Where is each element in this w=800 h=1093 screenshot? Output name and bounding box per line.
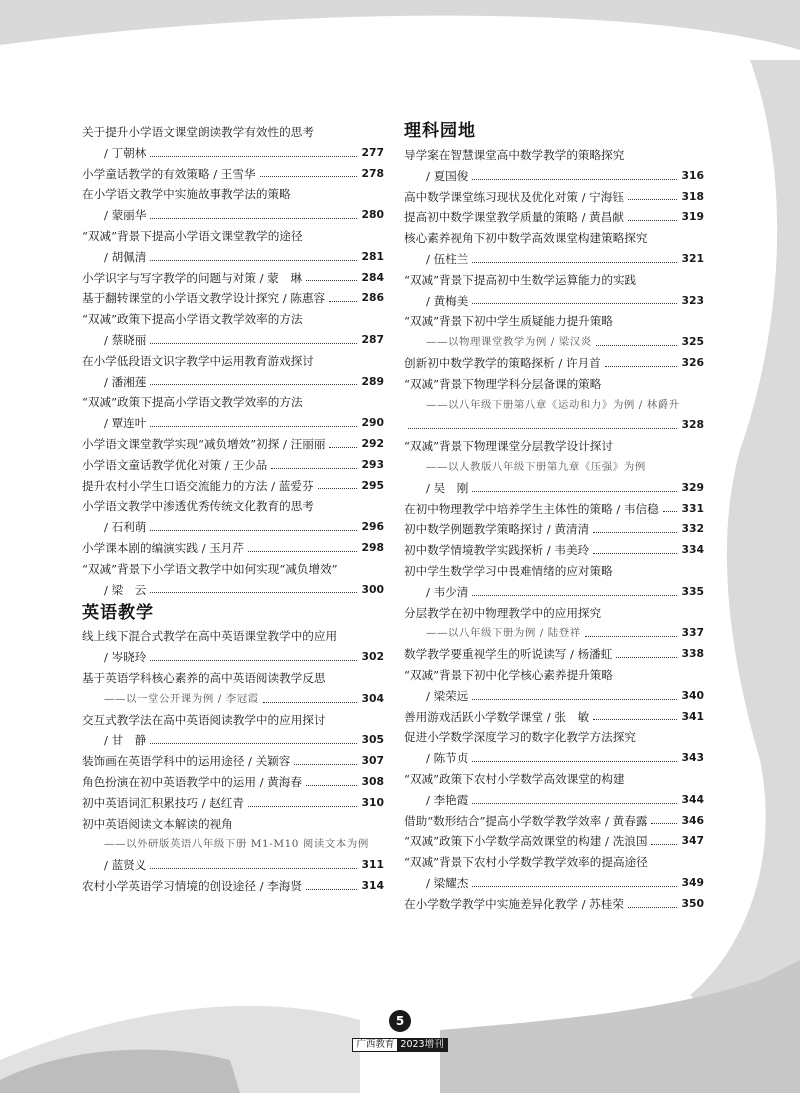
entry-title: 促进小学数学深度学习的数字化教学方法探究	[404, 730, 636, 745]
entry-title: 提升农村小学生口语交流能力的方法 / 蓝爱芬	[82, 478, 314, 493]
toc-entry[interactable]	[82, 309, 384, 330]
dot-leader	[628, 907, 677, 908]
page-number: 287	[361, 332, 384, 346]
toc-entry[interactable]	[404, 852, 704, 873]
toc-entry[interactable]	[404, 873, 704, 894]
entry-title: 高中数学课堂练习现状及优化对策 / 宁海钰	[404, 189, 624, 204]
toc-entry[interactable]	[82, 710, 384, 731]
entry-title: / 梁 云	[104, 582, 147, 597]
entry-title: 角色扮演在初中英语教学中的运用 / 黄海春	[82, 774, 302, 789]
entry-title: / 黄梅美	[426, 293, 469, 308]
toc-entry[interactable]	[82, 143, 384, 164]
toc-entry[interactable]	[82, 205, 384, 226]
entry-title: / 李艳霞	[426, 792, 469, 807]
dot-leader	[306, 889, 357, 890]
entry-title: “双减”背景下初中化学核心素养提升策略	[404, 667, 613, 682]
entry-title: “双减”政策下提高小学语文教学效率的方法	[82, 312, 303, 327]
dot-leader	[472, 761, 677, 762]
toc-entry[interactable]	[404, 457, 704, 478]
toc-entry[interactable]	[404, 727, 704, 748]
entry-title: 分层教学在初中物理教学中的应用探究	[404, 605, 602, 620]
dot-leader	[663, 511, 678, 512]
page-number: 343	[681, 751, 704, 765]
toc-entry[interactable]	[404, 831, 704, 852]
dot-leader	[150, 384, 357, 385]
entry-title: 在小学语文教学中实施故事教学法的策略	[82, 187, 291, 202]
dot-leader	[472, 803, 677, 804]
entry-title: 农村小学英语学习情境的创设途径 / 李海贤	[82, 878, 302, 893]
page-number: 305	[361, 733, 384, 747]
entry-title: / 蒙丽华	[104, 208, 147, 223]
dot-leader	[593, 719, 677, 720]
toc-entry[interactable]	[82, 164, 384, 185]
entry-title: 线上线下混合式教学在高中英语课堂教学中的应用	[82, 629, 338, 644]
page-number: 319	[681, 210, 704, 224]
toc-entry[interactable]	[404, 291, 704, 312]
dot-leader	[628, 199, 677, 200]
dot-leader	[329, 301, 357, 302]
page-number: 302	[361, 650, 384, 664]
toc-entry[interactable]	[404, 790, 704, 811]
toc-entry[interactable]	[404, 228, 704, 249]
toc-entry[interactable]	[404, 311, 704, 332]
page-number: 340	[681, 688, 704, 702]
dot-leader	[150, 343, 357, 344]
dot-leader	[593, 532, 677, 533]
page-number: 296	[361, 520, 384, 534]
dot-leader	[651, 844, 677, 845]
toc-entry[interactable]	[404, 499, 704, 520]
toc-entry[interactable]	[404, 894, 704, 915]
page-number: 280	[361, 208, 384, 222]
dot-leader	[472, 886, 677, 887]
entry-title: / 胡佩清	[104, 249, 147, 264]
toc-entry[interactable]	[82, 517, 384, 538]
entry-title: / 梁耀杰	[426, 875, 469, 890]
entry-title: “双减”政策下小学数学高效课堂的构建 / 冼浪国	[404, 834, 648, 849]
toc-entry[interactable]	[404, 582, 704, 603]
entry-title: 在初中物理教学中培养学生主体性的策略 / 韦信稳	[404, 501, 659, 516]
toc-entry[interactable]	[82, 668, 384, 689]
toc-entry[interactable]	[82, 580, 384, 601]
entry-title: 初中英语阅读文本解读的视角	[82, 816, 233, 831]
dot-leader	[472, 491, 677, 492]
entry-title: / 岑晓玲	[104, 650, 147, 665]
entry-title: 初中学生数学学习中畏难情绪的应对策略	[404, 563, 613, 578]
toc-entry[interactable]	[404, 187, 704, 208]
toc-entry[interactable]	[82, 330, 384, 351]
page-number: 295	[361, 478, 384, 492]
entry-title: 小学童话教学的有效策略 / 王雪华	[82, 166, 256, 181]
page-number: 307	[361, 754, 384, 768]
dot-leader	[263, 702, 358, 703]
dot-leader	[150, 426, 357, 427]
entry-title: “双减”背景下物理课堂分层教学设计探讨	[404, 439, 613, 454]
toc-entry[interactable]	[82, 772, 384, 793]
toc-entry[interactable]	[82, 814, 384, 835]
toc-entry[interactable]	[82, 392, 384, 413]
toc-entry[interactable]	[82, 538, 384, 559]
entry-subtitle: ——以外研版英语八年级下册 M1-M10 阅读文本为例	[104, 838, 369, 851]
entry-title: “双减”政策下农村小学数学高效课堂的构建	[404, 771, 625, 786]
toc-entry[interactable]	[404, 686, 704, 707]
entry-title: 装饰画在英语学科中的运用途径 / 关颖容	[82, 754, 291, 769]
toc-entry[interactable]	[82, 372, 384, 393]
entry-title: 小学语文教学中渗透优秀传统文化教育的思考	[82, 499, 314, 514]
dot-leader	[472, 595, 677, 596]
entry-title: 初中数学情境教学实践探析 / 韦美玲	[404, 543, 590, 558]
toc-entry[interactable]	[82, 434, 384, 455]
entry-title: 在小学数学教学中实施差异化教学 / 苏桂荣	[404, 896, 624, 911]
entry-title: 交互式教学法在高中英语阅读教学中的应用探讨	[82, 712, 326, 727]
page-number-badge: 5	[389, 1010, 411, 1032]
page-number: 344	[681, 792, 704, 806]
section-heading: 理科园地	[404, 121, 476, 141]
toc-entry[interactable]	[82, 413, 384, 434]
entry-title: / 韦少清	[426, 584, 469, 599]
entry-title: 善用游戏活跃小学数学课堂 / 张 敏	[404, 709, 590, 724]
toc-entry[interactable]	[404, 519, 704, 540]
entry-title: 初中数学例题教学策略探讨 / 黄清清	[404, 522, 590, 537]
entry-title: / 吴 刚	[426, 480, 469, 495]
page-number: 326	[681, 355, 704, 369]
toc-entry[interactable]	[82, 268, 384, 289]
entry-title: 在小学低段语文识字教学中运用教育游戏探讨	[82, 353, 314, 368]
dot-leader	[150, 743, 357, 744]
entry-title: 创新初中数学教学的策略探析 / 许月首	[404, 355, 601, 370]
entry-subtitle: ——以八年级下册为例 / 陆登祥	[426, 627, 581, 640]
dot-leader	[408, 428, 677, 429]
toc-entry[interactable]	[404, 603, 704, 624]
entry-title: / 石利萌	[104, 520, 147, 535]
toc-entry[interactable]	[82, 184, 384, 205]
dot-leader	[651, 823, 677, 824]
entry-title: / 蔡晓丽	[104, 332, 147, 347]
entry-title: “双减”背景下物理学科分层备课的策略	[404, 376, 602, 391]
toc-entry[interactable]	[82, 751, 384, 772]
dot-leader	[248, 551, 357, 552]
dot-leader	[329, 447, 357, 448]
entry-title: / 甘 静	[104, 733, 147, 748]
toc-entry[interactable]	[404, 811, 704, 832]
dot-leader	[306, 785, 357, 786]
page-number: 323	[681, 293, 704, 307]
dot-leader	[306, 280, 357, 281]
toc-entry[interactable]	[82, 876, 384, 897]
page-number: 277	[361, 145, 384, 159]
page-number: 335	[681, 584, 704, 598]
toc-entry[interactable]	[82, 226, 384, 247]
toc-entry[interactable]	[82, 793, 384, 814]
page-number: 281	[361, 249, 384, 263]
page-number: 286	[361, 291, 384, 305]
toc-entry[interactable]	[82, 689, 384, 710]
page-number: 300	[361, 582, 384, 596]
toc-entry[interactable]	[82, 647, 384, 668]
page-number: 334	[681, 543, 704, 557]
entry-title: “双减”背景下初中学生质疑能力提升策略	[404, 314, 613, 329]
dot-leader	[271, 468, 357, 469]
page-number: 350	[681, 896, 704, 910]
dot-leader	[596, 345, 678, 346]
entry-title: 提高初中数学课堂教学质量的策略 / 黄昌献	[404, 210, 624, 225]
page-number: 289	[361, 374, 384, 388]
page-footer	[352, 1010, 448, 1050]
toc-entry[interactable]	[82, 626, 384, 647]
entry-title: “双减”背景下提高初中生数学运算能力的实践	[404, 272, 637, 287]
page-number: 321	[681, 251, 704, 265]
toc-entry[interactable]	[404, 145, 704, 166]
page-number: 346	[681, 813, 704, 827]
toc-entry[interactable]	[82, 122, 384, 143]
page-number: 278	[361, 166, 384, 180]
entry-title: / 蓝贤义	[104, 858, 147, 873]
entry-title: “双减”背景下提高小学语文课堂教学的途径	[82, 228, 303, 243]
entry-title: / 陈节贞	[426, 751, 469, 766]
toc-entry[interactable]	[404, 270, 704, 291]
toc-entry[interactable]	[404, 644, 704, 665]
toc-entry[interactable]	[82, 496, 384, 517]
entry-title: 初中英语词汇积累技巧 / 赵红青	[82, 795, 244, 810]
toc-entry[interactable]	[82, 455, 384, 476]
entry-title: 基于翻转课堂的小学语文教学设计探究 / 陈惠容	[82, 291, 326, 306]
toc-entry[interactable]	[404, 353, 704, 374]
toc-entry[interactable]	[404, 478, 704, 499]
journal-label	[352, 1038, 447, 1052]
entry-title: 导学案在智慧课堂高中数学教学的策略探究	[404, 148, 625, 162]
page-number: 332	[681, 522, 704, 536]
page-number: 347	[681, 834, 704, 848]
page-number: 284	[361, 270, 384, 284]
journal-name: 广西教育	[353, 1039, 397, 1051]
toc-entry[interactable]	[404, 332, 704, 353]
dot-leader	[605, 366, 678, 367]
dot-leader	[248, 806, 357, 807]
toc-entry[interactable]	[404, 623, 704, 644]
page-number: 308	[361, 774, 384, 788]
page-number: 292	[361, 436, 384, 450]
section-heading: 英语教学	[82, 603, 154, 624]
dot-leader	[294, 764, 357, 765]
entry-title: / 潘湘莲	[104, 374, 147, 389]
dot-leader	[616, 657, 677, 658]
toc-entry[interactable]	[404, 395, 704, 416]
toc-right-column	[404, 122, 704, 914]
entry-subtitle: ——以人教版八年级下册第九章《压强》为例	[426, 460, 646, 473]
entry-title: “双减”政策下提高小学语文教学效率的方法	[82, 395, 303, 410]
entry-title: “双减”背景下小学语文教学中如何实现“减负增效”	[82, 561, 338, 576]
entry-title: 基于英语学科核心素养的高中英语阅读教学反思	[82, 670, 326, 685]
toc-entry[interactable]	[82, 288, 384, 309]
entry-title: 小学课本剧的编演实践 / 玉月芹	[82, 540, 244, 555]
entry-title: 借助“数形结合”提高小学数学教学效率 / 黄春露	[404, 813, 648, 828]
toc-entry[interactable]	[82, 855, 384, 876]
toc-entry[interactable]	[82, 559, 384, 580]
toc-entry[interactable]	[404, 374, 704, 395]
page-number: 293	[361, 457, 384, 471]
page-number: 311	[361, 858, 384, 872]
page-number: 328	[681, 418, 704, 432]
dot-leader	[472, 262, 677, 263]
page-number: 325	[681, 335, 704, 349]
toc-entry[interactable]	[82, 834, 384, 855]
toc-entry[interactable]	[404, 415, 704, 436]
toc-entry[interactable]	[404, 769, 704, 790]
entry-title: / 覃连叶	[104, 416, 147, 431]
toc-left-column	[82, 122, 384, 897]
page-number: 310	[361, 795, 384, 809]
toc-entry[interactable]	[404, 748, 704, 769]
dot-leader	[150, 530, 357, 531]
toc-entry[interactable]	[404, 665, 704, 686]
dot-leader	[593, 553, 677, 554]
dot-leader	[150, 156, 357, 157]
toc-entry[interactable]	[82, 476, 384, 497]
toc-entry[interactable]	[404, 207, 704, 228]
page-number: 304	[361, 691, 384, 705]
toc-entry[interactable]	[82, 247, 384, 268]
dot-leader	[150, 260, 357, 261]
page-number: 338	[681, 647, 704, 661]
toc-entry[interactable]	[404, 707, 704, 728]
page-number: 341	[681, 709, 704, 723]
entry-title: 小学语文课堂教学实现“减负增效”初探 / 汪丽丽	[82, 436, 326, 451]
entry-title: / 伍柱兰	[426, 251, 469, 266]
toc-entry[interactable]	[404, 561, 704, 582]
toc-entry[interactable]	[404, 436, 704, 457]
page-number: 298	[361, 540, 384, 554]
dot-leader	[472, 303, 677, 304]
page-number: 318	[681, 189, 704, 203]
dot-leader	[260, 176, 358, 177]
dot-leader	[150, 660, 357, 661]
entry-subtitle: ——以八年级下册第八章《运动和力》为例 / 林爵升	[426, 398, 680, 411]
page-number: 337	[681, 626, 704, 640]
entry-title: / 夏国俊	[426, 168, 469, 183]
page-number: 314	[361, 878, 384, 892]
toc-entry[interactable]	[82, 351, 384, 372]
page-number: 329	[681, 480, 704, 494]
entry-title: 小学语文童话教学优化对策 / 王少品	[82, 457, 268, 472]
dot-leader	[472, 179, 677, 180]
toc-entry[interactable]	[404, 540, 704, 561]
entry-title: 小学识字与写字教学的问题与对策 / 蒙 琳	[82, 270, 302, 285]
page-number: 290	[361, 416, 384, 430]
dot-leader	[472, 699, 677, 700]
journal-issue: 2023增刊	[397, 1039, 446, 1051]
dot-leader	[150, 218, 357, 219]
dot-leader	[628, 220, 677, 221]
toc-entry[interactable]	[404, 249, 704, 270]
dot-leader	[150, 868, 357, 869]
page-number: 316	[681, 168, 704, 182]
entry-title: / 梁荣远	[426, 688, 469, 703]
entry-title: 核心素养视角下初中数学高效课堂构建策略探究	[404, 231, 648, 246]
dot-leader	[150, 592, 357, 593]
dot-leader	[585, 636, 678, 637]
page-number: 349	[681, 875, 704, 889]
entry-subtitle: ——以一堂公开课为例 / 李冠霞	[104, 692, 259, 705]
dot-leader	[318, 488, 358, 489]
entry-title: / 丁朝林	[104, 145, 147, 160]
page-number: 331	[681, 501, 704, 515]
entry-title: “双减”背景下农村小学数学教学效率的提高途径	[404, 855, 648, 870]
entry-subtitle: ——以物理课堂教学为例 / 梁汉炎	[426, 336, 592, 349]
entry-title: 数学教学要重视学生的听说读写 / 杨潘虹	[404, 647, 613, 662]
entry-title: 关于提升小学语文课堂朗读教学有效性的思考	[82, 125, 314, 139]
toc-entry[interactable]	[404, 166, 704, 187]
toc-entry[interactable]	[82, 730, 384, 751]
